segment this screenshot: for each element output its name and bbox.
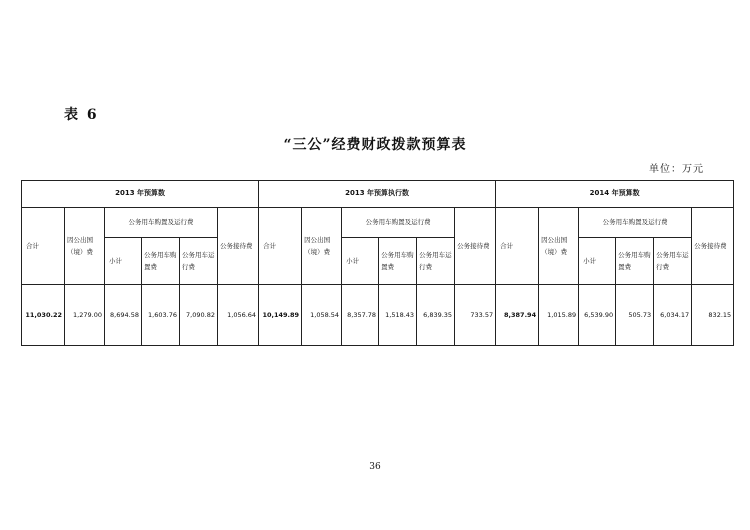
header-abroad: 因公出国（境）费 xyxy=(539,208,579,285)
header-vehicle-purchase: 公务用车购置费 xyxy=(616,238,654,285)
cell-abroad-2014-budget: 1,015.89 xyxy=(539,285,579,346)
cell-reception-2013-budget: 1,056.64 xyxy=(218,285,259,346)
cell-operation-2013-budget: 7,090.82 xyxy=(180,285,218,346)
cell-operation-2014-budget: 6,034.17 xyxy=(654,285,692,346)
table-number: 表 6 xyxy=(64,107,99,123)
header-subtotal: 小计 xyxy=(342,238,379,285)
cell-abroad-2013-execution: 1,058.54 xyxy=(302,285,342,346)
header-vehicle-group: 公务用车购置及运行费 xyxy=(342,208,455,238)
header-reception: 公务接待费 xyxy=(692,208,734,285)
cell-purchase-2013-execution: 1,518.43 xyxy=(379,285,417,346)
table-row xyxy=(22,285,734,346)
header-row-subcategories xyxy=(22,238,734,285)
header-subtotal: 小计 xyxy=(105,238,142,285)
cell-total-2013-execution: 10,149.89 xyxy=(259,285,302,346)
cell-total-2013-budget: 11,030.22 xyxy=(22,285,65,346)
header-row-groups xyxy=(22,181,734,208)
cell-subtotal-2013-budget: 8,694.58 xyxy=(105,285,142,346)
cell-total-2014-budget: 8,387.94 xyxy=(496,285,539,346)
header-subtotal: 小计 xyxy=(579,238,616,285)
cell-reception-2013-execution: 733.57 xyxy=(455,285,496,346)
header-vehicle-purchase: 公务用车购置费 xyxy=(142,238,180,285)
group-header-2013-execution: 2013 年预算执行数 xyxy=(259,181,496,208)
document-title: “三公”经费财政拨款预算表 xyxy=(283,137,467,153)
cell-operation-2013-execution: 6,839.35 xyxy=(417,285,455,346)
budget-table xyxy=(21,180,734,346)
header-reception: 公务接待费 xyxy=(455,208,496,285)
header-vehicle-group: 公务用车购置及运行费 xyxy=(579,208,692,238)
unit-label: 单位：万元 xyxy=(649,164,704,175)
header-total: 合计 xyxy=(259,208,302,285)
cell-abroad-2013-budget: 1,279.00 xyxy=(65,285,105,346)
header-abroad: 因公出国（境）费 xyxy=(302,208,342,285)
header-vehicle-operation: 公务用车运行费 xyxy=(180,238,218,285)
cell-subtotal-2014-budget: 6,539.90 xyxy=(579,285,616,346)
group-header-2014-budget: 2014 年预算数 xyxy=(496,181,734,208)
group-header-2013-budget: 2013 年预算数 xyxy=(22,181,259,208)
header-vehicle-operation: 公务用车运行费 xyxy=(654,238,692,285)
header-abroad: 因公出国（境）费 xyxy=(65,208,105,285)
header-row-categories xyxy=(22,208,734,238)
header-reception: 公务接待费 xyxy=(218,208,259,285)
header-vehicle-group: 公务用车购置及运行费 xyxy=(105,208,218,238)
page-number: 36 xyxy=(369,462,381,472)
cell-purchase-2014-budget: 505.73 xyxy=(616,285,654,346)
cell-subtotal-2013-execution: 8,357.78 xyxy=(342,285,379,346)
cell-reception-2014-budget: 832.15 xyxy=(692,285,734,346)
header-total: 合计 xyxy=(22,208,65,285)
cell-purchase-2013-budget: 1,603.76 xyxy=(142,285,180,346)
header-vehicle-purchase: 公务用车购置费 xyxy=(379,238,417,285)
header-total: 合计 xyxy=(496,208,539,285)
header-vehicle-operation: 公务用车运行费 xyxy=(417,238,455,285)
